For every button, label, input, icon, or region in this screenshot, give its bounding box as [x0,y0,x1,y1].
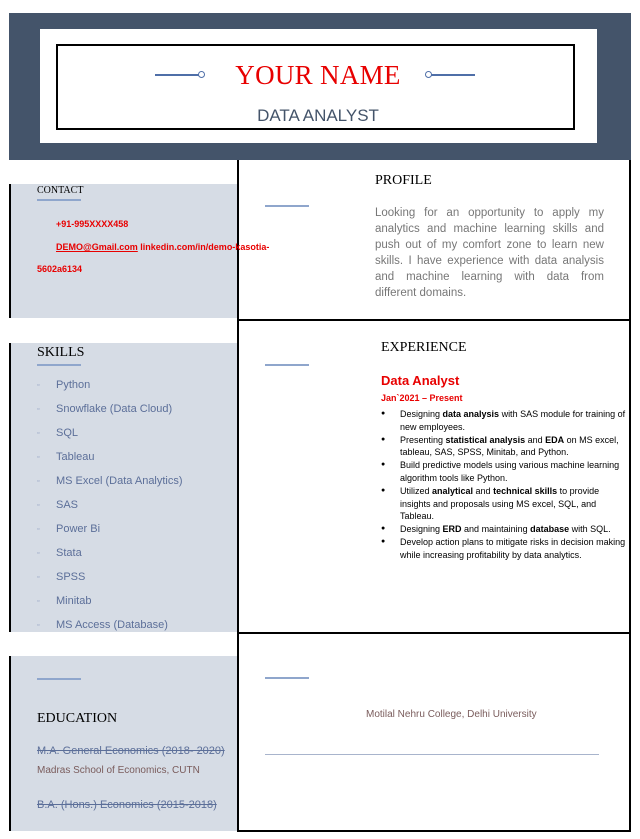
profile-rule [265,205,309,207]
experience-bullet-pre: Designing [400,524,443,535]
experience-bullet-b1: ERD [442,524,462,535]
contact-rule [37,199,81,201]
skill-bullet-icon: ▫ [37,454,40,461]
name-deco-line-right [431,74,475,76]
experience-bullet-mid: and maintaining [461,524,531,535]
skill-bullet-icon: ▫ [37,478,40,485]
header-band-left [9,29,40,143]
skill-item: Tableau [56,451,95,463]
contact-email[interactable]: DEMO@Gmail.com [56,242,138,252]
skill-bullet-icon: ▫ [37,382,40,389]
contact-email-line [56,242,269,252]
experience-bullet-mid: with SAS module for training of new employees. [400,409,626,432]
name-deco-line-left [155,74,200,76]
contact-panel-border [9,184,11,318]
experience-bullets [381,408,631,562]
skill-bullet-icon: ▫ [37,430,40,437]
header-band-top [9,13,631,29]
profile-heading: PROFILE [375,173,432,188]
skill-item: Power Bi [56,523,101,535]
education-degree-2: B.A. (Hons.) Economics (2015-2018) [37,799,217,811]
experience-bullet-pre: Build predictive models using various machine learning algorithm tools like Python. [400,460,620,483]
skill-bullet-icon: ▫ [37,406,40,413]
experience-bullet-b2: database [530,524,570,535]
skill-bullet-icon: ▫ [37,502,40,509]
experience-bullet-pre: Presenting [400,434,446,445]
contact-linkedin-1[interactable]: linkedin.com/in/demo-kasotia- [137,242,270,252]
experience-bullet-pre: Develop action plans to mitigate risks in decision making while increasing profitability by data analytics. [400,536,626,560]
experience-bullet-b1: data analysis [442,409,500,419]
experience-bullet [381,536,631,562]
experience-bullet-pre: Utilized [400,485,433,496]
experience-bullet [381,459,631,485]
education-heading: EDUCATION [37,711,118,726]
education-school-1: Madras School of Economics, CUTN [37,765,200,776]
education-degree-1: M.A. General Economics (2018- 2020) [37,745,225,757]
experience-bullet [381,408,631,434]
skill-item: Python [56,379,91,391]
skills-rule [37,364,81,366]
profile-text: Looking for an opportunity to apply my analytics and machine learning skills and push out of my comfort zone to learn new skills. I have experience with data analysis and machine learning with data from different domains. [375,207,604,299]
experience-bullet [381,523,631,536]
experience-heading: EXPERIENCE [381,340,467,355]
experience-bullet-b1: analytical [432,485,474,496]
education-right-rule [265,677,309,679]
contact-phone: +91-995XXXX458 [56,219,129,229]
skill-bullet-icon: ▫ [37,622,40,629]
experience-dates: Jan`2021 – Present [381,393,463,403]
skills-panel [9,343,238,632]
job-title: DATA ANALYST [257,106,379,125]
skill-item: SPSS [56,571,86,583]
skill-bullet-icon: ▫ [37,598,40,605]
skill-item: Stata [56,547,82,559]
experience-bullet-post: with SQL. [569,524,611,535]
experience-bullet-mid: and [525,434,546,445]
experience-bullet-b2: technical skills [493,485,558,496]
education-rule [37,678,81,680]
experience-bullet-post: to provide insights and proposals using MS excel, SQL, and Tableau. [400,485,600,522]
header-band-bottom [9,143,631,160]
education-panel-border [9,656,11,831]
skill-item: Snowflake (Data Cloud) [56,403,173,415]
experience-role: Data Analyst [381,373,460,388]
skills-panel-border [9,343,11,632]
experience-bottom-border [237,632,631,634]
skill-item: Minitab [56,595,92,607]
experience-rule [265,364,309,366]
experience-bullet-mid: and [473,485,494,496]
contact-linkedin-2[interactable]: 5602a6134 [37,264,83,274]
skill-item: MS Excel (Data Analytics) [56,475,183,487]
candidate-name: YOUR NAME [235,60,401,90]
skill-item: SQL [56,427,79,439]
experience-bullet-b2: EDA [545,434,565,445]
column-divider [237,160,239,832]
college-underline [265,754,599,755]
header-band-right [597,29,631,143]
profile-bottom-border [237,319,631,321]
skill-bullet-icon: ▫ [37,550,40,557]
experience-bullet [381,434,631,460]
skill-item: SAS [56,499,79,511]
education-school-2: Motilal Nehru College, Delhi University [366,709,537,720]
experience-bullet-post: on MS excel, tableau, SAS, SPSS, Minitab, and Python. [400,434,619,458]
contact-heading: CONTACT [37,185,84,196]
experience-bullet-pre: Designing [400,409,443,419]
skill-item: MS Access (Database) [56,619,168,631]
skills-heading: SKILLS [37,345,85,360]
experience-bullet [381,485,631,523]
skill-bullet-icon: ▫ [37,526,40,533]
page-bottom-border [237,830,631,832]
skill-bullet-icon: ▫ [37,574,40,581]
experience-bullet-b1: statistical analysis [445,434,526,445]
